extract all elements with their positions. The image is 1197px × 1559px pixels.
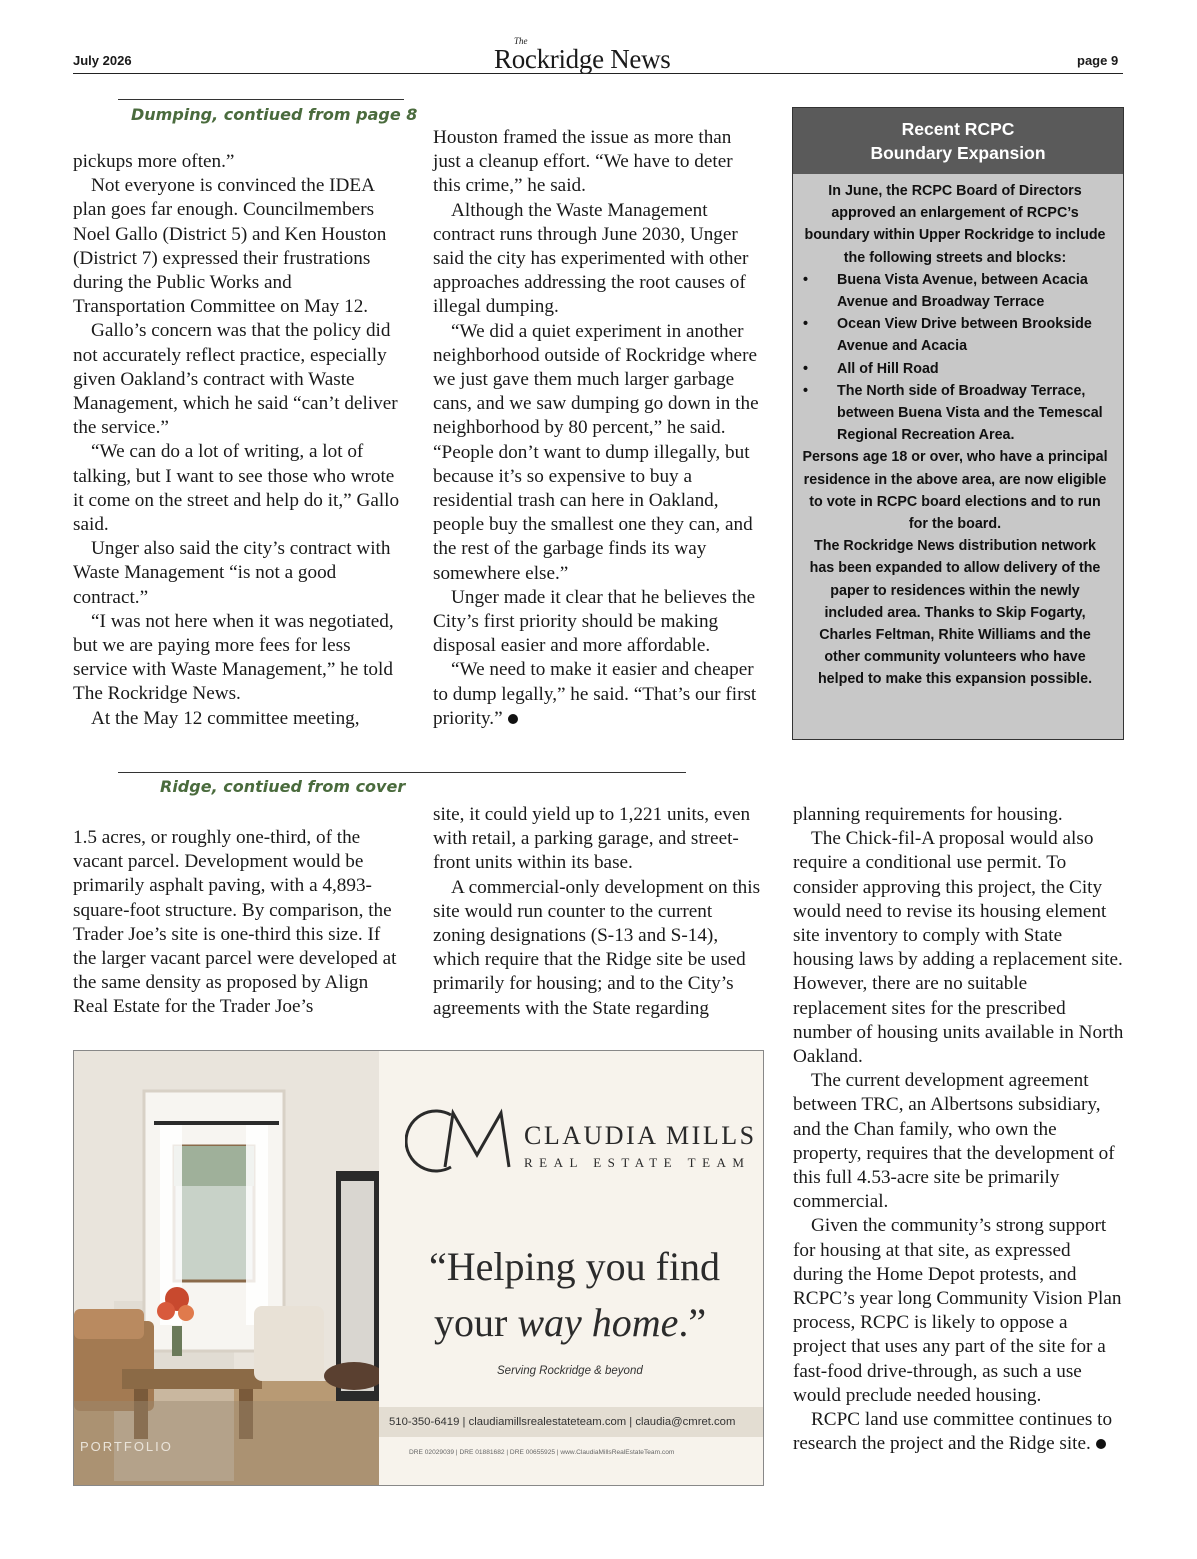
section-rule <box>118 99 404 100</box>
ridge-continued-label: Ridge, contiued from cover <box>160 777 406 796</box>
page-number: page 9 <box>1077 53 1119 68</box>
paragraph: Although the Waste Management contract runs through June 2030, Unger said the city has experimented with other approaches addressing the root causes of illegal dumping. <box>433 199 749 318</box>
bullet-icon: • <box>803 360 809 377</box>
boundary-expansion-sidebar <box>792 107 1124 740</box>
ridge-column-1 <box>73 826 405 1020</box>
brand-subtitle: REAL ESTATE TEAM <box>524 1155 751 1170</box>
slogan-pre: your <box>434 1300 518 1345</box>
paragraph: planning requirements for housing. <box>793 804 1063 825</box>
paragraph: A commercial-only development on this site would run counter to the current zoning designations (S-13 and S-14), which require that the Ridge site be used primarily for housing; and to the City’s agreements with the State regarding <box>433 876 761 1019</box>
paragraph: “We did a quiet experiment in another neighborhood outside of Rockridge where we just gave them much larger garbage cans, and we saw dumping go down in the neighborhood by 80 percent,” he said. “People don’t want to dump illegally, but because it’s so expensive to buy a residential trash can here in Oakland, people buy the smallest one they can, and the rest of the garbage finds its way somewhere else.” <box>433 320 759 584</box>
sidebar-title-line2: Boundary Expansion <box>870 143 1046 163</box>
bullet-icon: • <box>803 382 809 399</box>
list-item <box>801 380 1109 447</box>
paragraph: Not everyone is convinced the IDEA plan goes far enough. Councilmembers Noel Gallo (District 5) and Ken Houston (District 7) expressed their frustrations during the Public Works and Transportation Committee on May 12. <box>73 175 387 318</box>
paragraph-text: “We need to make it easier and cheaper to dump legally,” he said. “That’s our first priority.” <box>433 659 757 729</box>
ridge-column-2 <box>433 803 763 1021</box>
license-numbers: DRE 02029039 | DRE 01881682 | DRE 00655925 | www.ClaudiaMillsRealEstateTeam.com <box>409 1449 675 1456</box>
ridge-column-3 <box>793 803 1125 1456</box>
cm-logo-icon <box>405 1105 515 1175</box>
sidebar-title <box>793 108 1123 174</box>
list-item <box>801 358 1109 380</box>
paragraph: Gallo’s concern was that the policy did not accurately reflect practice, especially given Oakland’s contract with Waste Management, which he said “can’t deliver the service.” <box>73 320 398 439</box>
sidebar-intro: In June, the RCPC Board of Directors approved an enlargement of RCPC’s boundary within Upper Rockridge to include the following streets and blocks: <box>804 183 1106 266</box>
living-room-photo <box>74 1051 379 1486</box>
contact-bar[interactable]: 510-350-6419 | claudiamillsrealestateteam.com | claudia@cmret.com <box>379 1407 764 1437</box>
portfolio-watermark: PORTFOLIO <box>80 1439 173 1454</box>
paragraph: Unger also said the city’s contract with Waste Management “is not a good contract.” <box>73 538 391 608</box>
list-item <box>801 313 1109 357</box>
paragraph: At the May 12 committee meeting, <box>91 707 360 729</box>
sidebar-distribution: The Rockridge News distribution network has been expanded to allow delivery of the paper to residences within the newly included area. Thanks to Skip Fogarty, Charles Feltman, Rhite Williams and the other community volunteers who have helped to make this expansion possible. <box>809 538 1101 688</box>
slogan-line1: “Helping you find <box>429 1244 721 1289</box>
claudia-mills-advertisement[interactable] <box>73 1050 764 1486</box>
dumping-continued-label: Dumping, contiued from page 8 <box>131 105 418 124</box>
sidebar-eligibility: Persons age 18 or over, who have a principal residence in the above area, are now eligible to vote in RCPC board elections and to run for the board. <box>802 449 1108 533</box>
paragraph: Given the community’s strong support for housing at that site, as expressed during the Home Depot protests, and RCPC’s year long Community Vision Plan process, RCPC is likely to oppose a project that uses any part of the site for a fast-food drive-through, as such a use would preclude needed housing. <box>793 1215 1122 1406</box>
sidebar-body <box>793 174 1123 691</box>
brand-name: CLAUDIA MILLS <box>524 1121 757 1150</box>
list-item-text: Ocean View Drive between Brookside Avenue and Acacia <box>837 316 1092 355</box>
paragraph: “We can do a lot of writing, a lot of talking, but I want to see those who wrote it come on the street and help do it,” Gallo said. <box>73 441 400 536</box>
bullet-icon: • <box>803 316 809 333</box>
masthead-the: The <box>514 36 528 46</box>
slogan-post: .” <box>678 1300 707 1345</box>
paragraph: The current development agreement between TRC, an Albertsons subsidiary, and the Chan family, who own the property, requires that the development of this full 4.53-acre site be primarily commercial. <box>793 1070 1115 1213</box>
list-item-text: All of Hill Road <box>837 360 939 377</box>
sidebar-title-line1: Recent RCPC <box>901 119 1015 139</box>
list-item-text: The North side of Broadway Terrace, between Buena Vista and the Temescal Regional Recreation Area. <box>837 382 1103 444</box>
bullet-icon: • <box>803 271 809 288</box>
slogan-emphasis: way home <box>517 1300 679 1345</box>
paragraph: site, it could yield up to 1,221 units, even with retail, a parking garage, and street-front units within its base. <box>433 804 751 874</box>
living-room-illustration <box>74 1051 379 1486</box>
paragraph-last <box>433 658 763 731</box>
slogan-line2 <box>434 1299 706 1346</box>
issue-date: July 2026 <box>73 53 132 68</box>
paragraph-last <box>793 1408 1125 1456</box>
paragraph-text: RCPC land use committee continues to research the project and the Ridge site. <box>793 1409 1113 1455</box>
dumping-column-2 <box>433 126 763 731</box>
paragraph: pickups more often.” <box>73 151 235 172</box>
paragraph: The Chick-fil-A proposal would also require a conditional use permit. To consider approving this project, the City would need to revise its housing element site inventory to comply with State housing laws by adding a replacement site. However, there are no suitable replacement sites for the prescribed number of housing units available in North Oakland. <box>793 828 1124 1068</box>
list-item <box>801 269 1109 313</box>
dumping-column-1 <box>73 150 405 731</box>
list-item-text: Buena Vista Avenue, between Acacia Avenue and Broadway Terrace <box>837 271 1088 311</box>
section-rule <box>118 772 686 773</box>
ad-tagline: Serving Rockridge & beyond <box>497 1365 643 1377</box>
paragraph: 1.5 acres, or roughly one-third, of the vacant parcel. Development would be primarily asphalt paving, with a 4,893-square-foot structure. By comparison, the Trader Joe’s site is one-third this size. If the larger vacant parcel were developed at the same density as proposed by Align Real Estate for the Trader Joe’s <box>73 827 397 1018</box>
ad-copy <box>379 1051 764 1486</box>
paragraph: Houston framed the issue as more than just a cleanup effort. “We have to deter this crime,” he said. <box>433 127 733 197</box>
paragraph: Unger made it clear that he believes the City’s first priority should be making disposal easier and more affordable. <box>433 586 756 657</box>
masthead <box>494 36 704 74</box>
header-rule <box>73 73 1123 74</box>
end-mark-icon <box>508 714 518 724</box>
street-list <box>801 269 1109 447</box>
end-mark-icon <box>1096 1439 1106 1449</box>
masthead-title: Rockridge News <box>494 44 671 74</box>
paragraph: “I was not here when it was negotiated, but we are paying more fees for less service with Waste Management,” he told The Rockridge News. <box>73 610 394 705</box>
